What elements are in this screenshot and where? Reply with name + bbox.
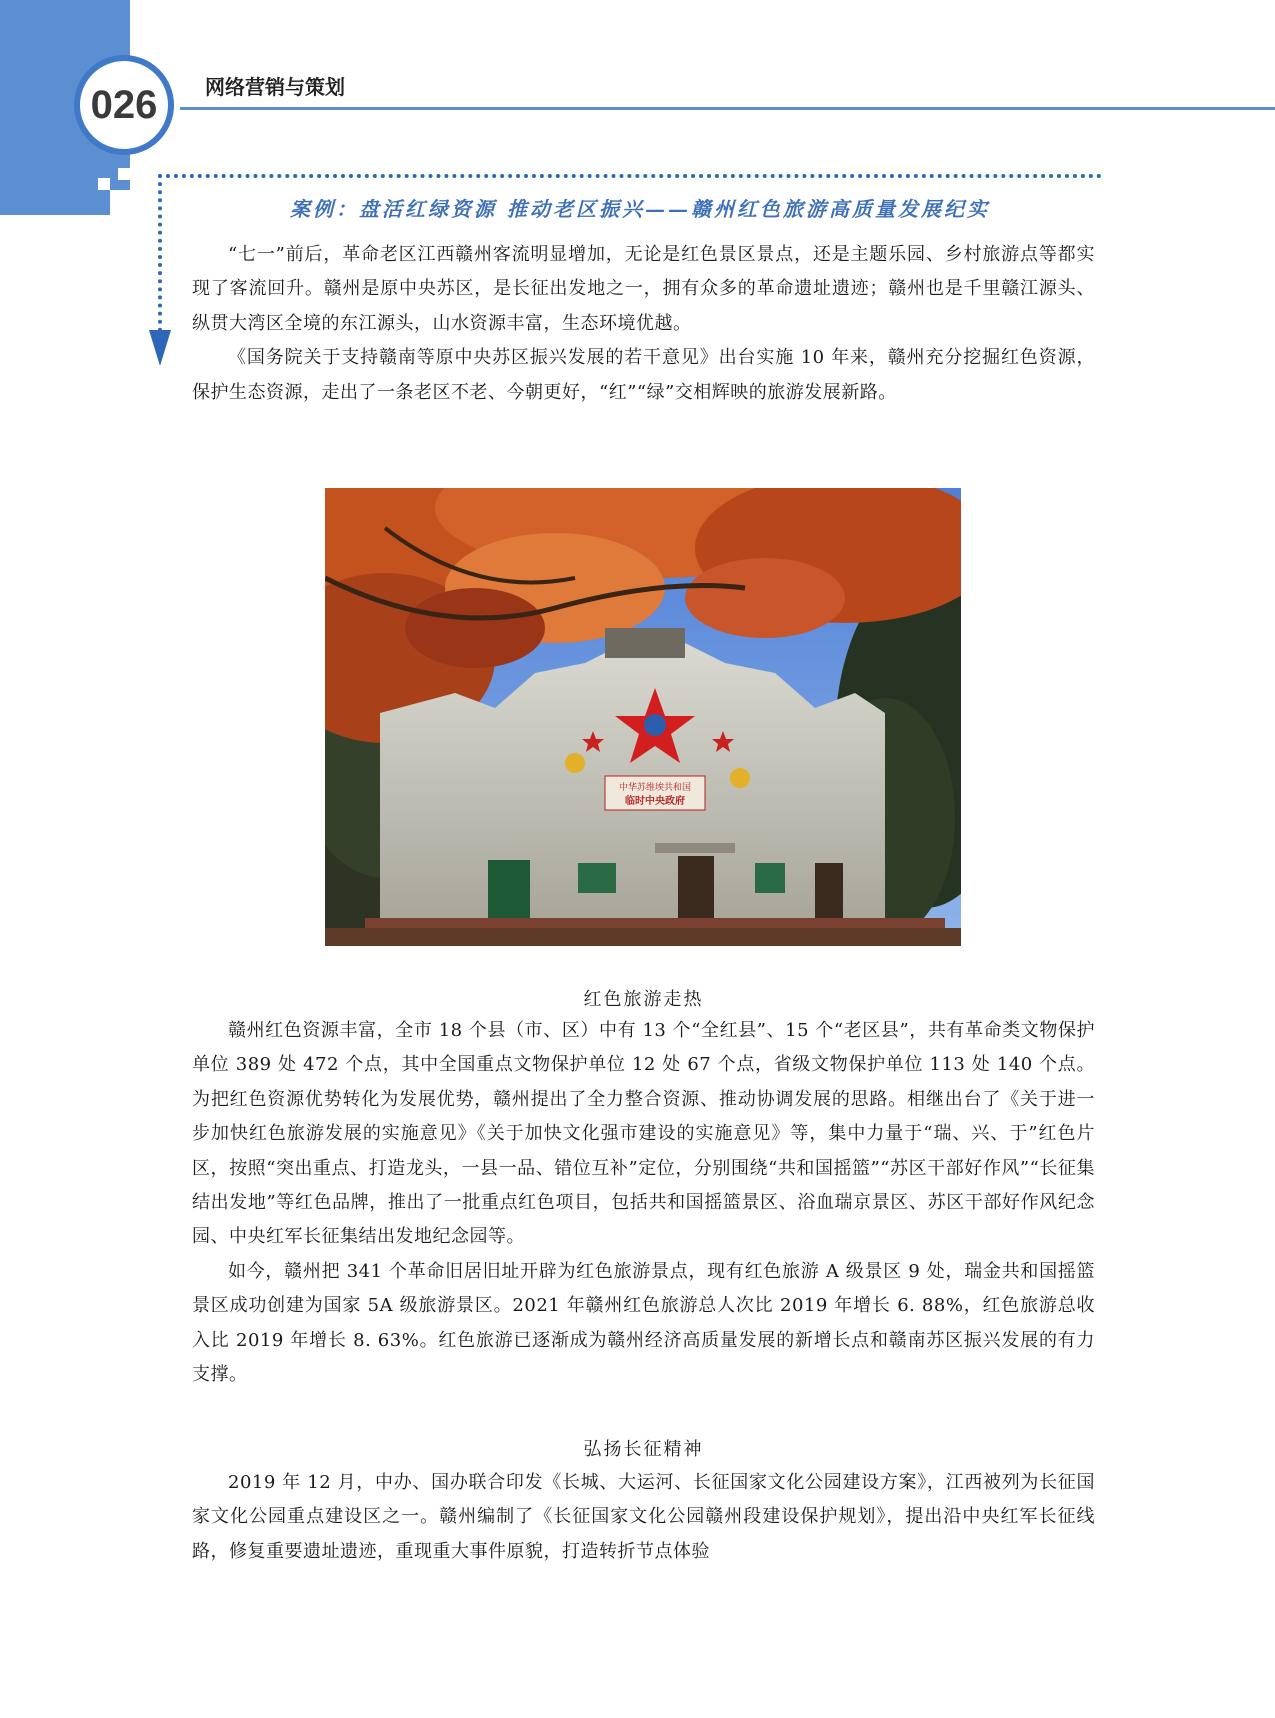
photo-illustration (325, 488, 961, 946)
section1-paragraph-1: 赣州红色资源丰富，全市 18 个县（市、区）中有 13 个“全红县”、15 个“老区县”，共有革命类文物保护单位 389 处 472 个点，其中全国重点文物保护单位 12 处 67 个点，省级文物保护单位 113 处 140 个点。为把红色资源优势转化为发展优势，赣州提出了全力整合资源、推动协调发展的思路。相继出台了《关于进一步加快红色旅游发展的实施意见》《关于加快文化强市建设的实施意见》等，集中力量于“瑞、兴、于”红色片区，按照“突出重点、打造龙头，一县一品、错位互补”定位，分别围绕“共和国摇篮”“苏区干部好作风”“长征集结出发地”等红色品牌，推出了一批重点红色项目，包括共和国摇篮景区、浴血瑞京景区、苏区干部好作风纪念园、中央红军长征集结出发地纪念园等。 (192, 1020, 1095, 1248)
intro-paragraph-2: 《国务院关于支持赣南等原中央苏区振兴发展的若干意见》出台实施 10 年来，赣州充分挖掘红色资源，保护生态资源，走出了一条老区不老、今朝更好，“红”“绿”交相辉映的旅游发展新路。 (192, 347, 1095, 403)
case-title: 案例：盘活红绿资源 推动老区振兴——赣州红色旅游高质量发展纪实 (290, 197, 990, 221)
corner-notch (98, 178, 110, 190)
section1-text (192, 1014, 1095, 1392)
sign-text-line2: 临时中央政府 (625, 796, 685, 807)
section2-text (192, 1466, 1095, 1569)
header-rule (180, 107, 1275, 110)
sign-text-line1: 中华苏维埃共和国 (618, 783, 692, 793)
corner-notch (118, 168, 130, 180)
page-number: 026 (90, 82, 158, 127)
section2-paragraph-1: 2019 年 12 月，中办、国办联合印发《长城、大运河、长征国家文化公园建设方案》，江西被列为长征国家文化公园重点建设区之一。赣州编制了《长征国家文化公园赣州段建设保护规划》，提出沿中央红军长征线路，修复重要遗址遗迹，重现重大事件原貌，打造转折节点体验 (192, 1472, 1095, 1562)
case-frame-left (158, 174, 162, 332)
section1-paragraph-2: 如今，赣州把 341 个革命旧居旧址开辟为红色旅游景点，现有红色旅游 A 级景区 9 处，瑞金共和国摇篮景区成功创建为国家 5A 级旅游景区。2021 年赣州红色旅游总人次比 2019 年增长 6. 88%，红色旅游总收入比 2019 年增长 8. 63%。红色旅游已逐渐成为赣州经济高质量发展的新增长点和赣南苏区振兴发展的有力支撑。 (192, 1260, 1095, 1386)
page-number-badge (74, 55, 174, 155)
section-heading-red-tourism: 红色旅游走热 (583, 989, 704, 1010)
intro-paragraph-1: “七一”前后，革命老区江西赣州客流明显增加，无论是红色景区景点，还是主题乐园、乡村旅游点等都实现了客流回升。赣州是原中央苏区，是长征出发地之一，拥有众多的革命遗址遗迹；赣州也是千里赣江源头、纵贯大湾区全境的东江源头，山水资源丰富，生态环境优越。 (192, 244, 1095, 334)
book-title: 网络营销与策划 (205, 75, 345, 99)
corner-notch (110, 190, 130, 215)
case-frame-top (158, 174, 1102, 178)
revolutionary-site-photo (325, 488, 961, 946)
intro-text (192, 238, 1095, 410)
case-arrow-icon (149, 330, 171, 366)
section-heading-long-march: 弘扬长征精神 (583, 1439, 704, 1460)
